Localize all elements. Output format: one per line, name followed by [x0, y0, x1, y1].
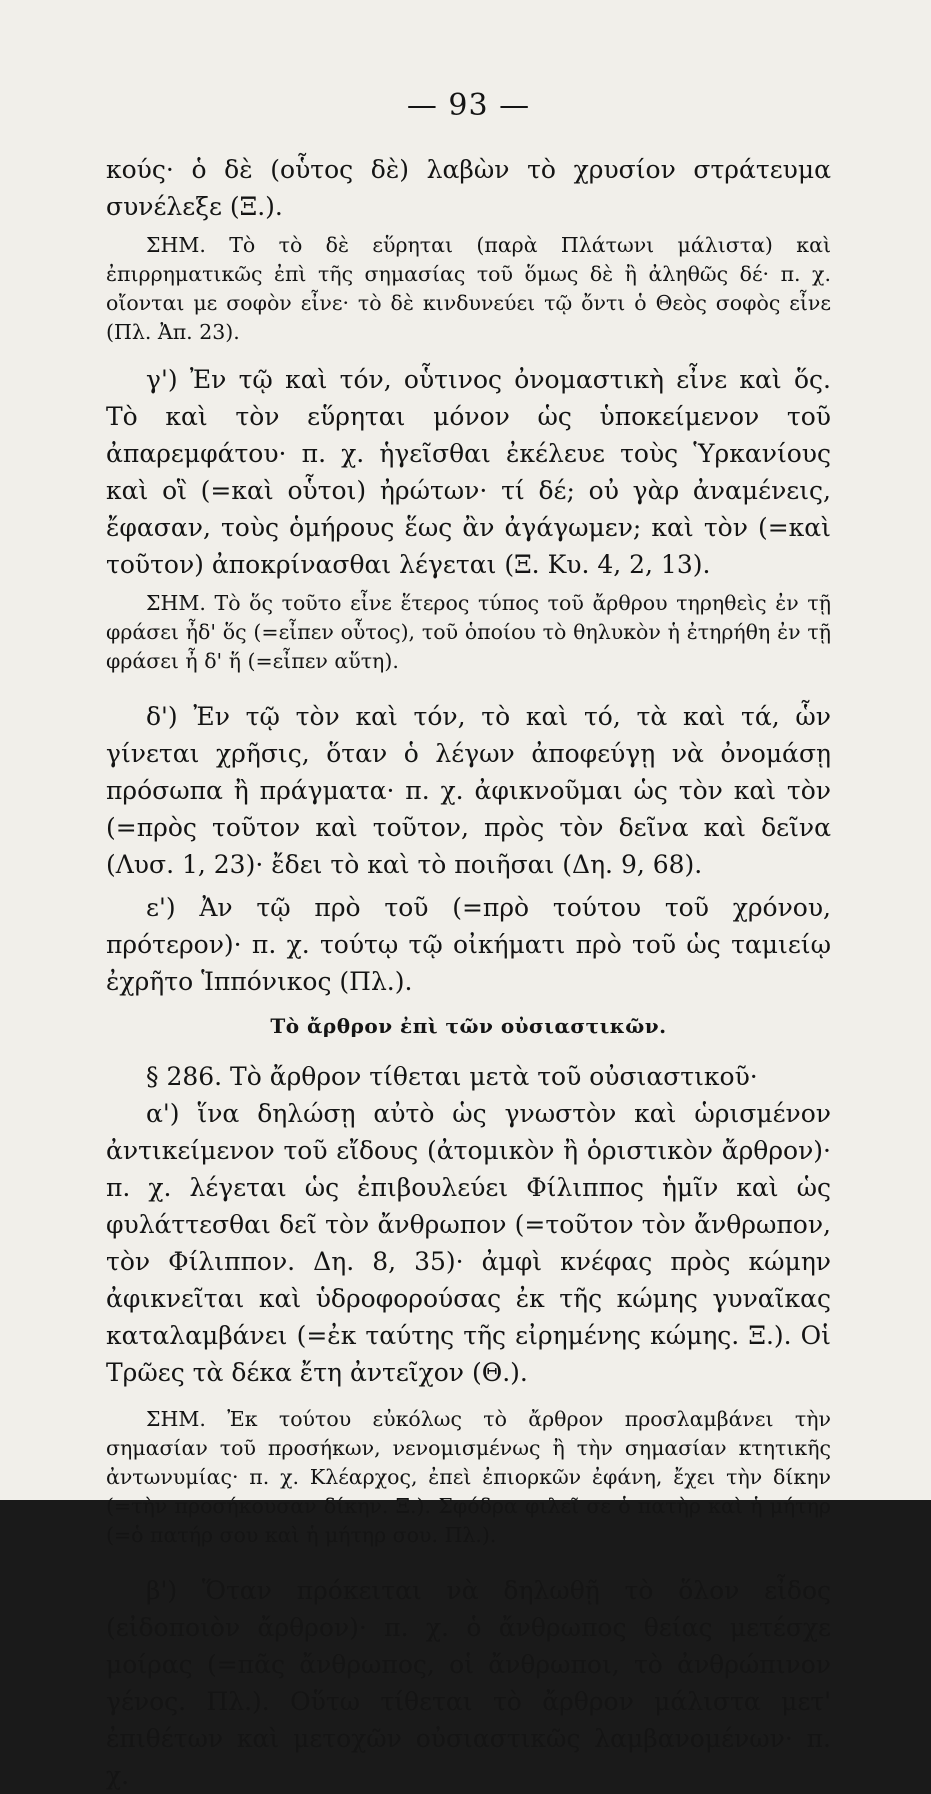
paragraph-gamma: γ') Ἐν τῷ καὶ τόν, οὗτινος ὀνομαστικὴ εἶνε καὶ ὅς. Τὸ καὶ τὸν εὕρηται μόνον ὡς ὑποκείμενον τοῦ ἀπαρεμφάτου· π. χ. ἡγεῖσθαι ἐκέλευε τοὺς Ὑρκανίους καὶ οἳ (=καὶ οὗτοι) ἠρώτων· τί δέ; οὐ γὰρ ἀναμένεις, ἔφασαν, τοὺς ὁμήρους ἕως ἂν ἀγάγωμεν; καὶ τὸν (=καὶ τοῦτον) ἀποκρίνασθαι λέγεται (Ξ. Κυ. 4, 2, 13).	[106, 365, 831, 579]
paragraph-beta: β') Ὅταν πρόκειται νὰ δηλωθῇ τὸ ὅλον εἶδος (εἰδοποιὸν ἄρθρον)· π. χ. ὁ ἄνθρωπος θείας μετέσχε μοίρας (=πᾶς ἄνθρωπος, οἱ ἄνθρωποι, τὸ ἀνθρώπινον γένος. Πλ.). Οὕτω τίθεται τὸ ἄρθρον μάλιστα μετ' ἐπιθέτων καὶ μετοχῶν οὐσιαστικῶς λαμβανομένων· π. χ.	[106, 1576, 831, 1790]
note-2: ΣΗΜ. Τὸ ὅς τοῦτο εἶνε ἕτερος τύπος τοῦ ἄρθρου τηρηθεὶς ἐν τῇ φράσει ἦδ' ὅς (=εἶπεν οὗτος), τοῦ ὁποίου τὸ θηλυκὸν ἡ ἐτηρήθη ἐν τῇ φράσει ἦ δ' ἥ (=εἶπεν αὕτη).	[106, 591, 831, 673]
paragraph-continuation: κούς· ὁ δὲ (οὗτος δὲ) λαβὼν τὸ χρυσίον στράτευμα συνέλεξε (Ξ.).	[106, 155, 831, 221]
section-heading: Τὸ ἄρθρον ἐπὶ τῶν οὐσιαστικῶν.	[270, 1014, 667, 1038]
note-3: ΣΗΜ. Ἐκ τούτου εὐκόλως τὸ ἄρθρον προσλαμβάνει τὴν σημασίαν τοῦ προσήκων, νενομισμένως ἢ τὴν σημασίαν κτητικῆς ἀντωνυμίας· π. χ. Κλέαρχος, ἐπεὶ ἐπιορκῶν ἐφάνη, ἔχει τὴν δίκην (=τὴν προσήκουσαν δίκην. Ξ.). Σφόδρα φιλεῖ σε ὁ πατὴρ καὶ ἡ μήτηρ (=ὁ πατήρ σου καὶ ἡ μήτηρ σου. Πλ.).	[106, 1407, 831, 1547]
paragraph-alpha: α') ἵνα δηλώσῃ αὐτὸ ὡς γνωστὸν καὶ ὡρισμένον ἀντικείμενον τοῦ εἴδους (ἀτομικὸν ἢ ὁριστικὸν ἄρθρον)· π. χ. λέγεται ὡς ἐπιβουλεύει Φίλιππος ἡμῖν καὶ ὡς φυλάττεσθαι δεῖ τὸν ἄνθρωπον (=τοῦτον τὸν ἄνθρωπον, τὸν Φίλιππον. Δη. 8, 35)· ἀμφὶ κνέφας πρὸς κώμην ἀφικνεῖται καὶ ὑδροφορούσας ἐκ τῆς κώμης γυναῖκας καταλαμβάνει (=ἐκ ταύτης τῆς εἰρημένης κώμης. Ξ.). Οἱ Τρῶες τὰ δέκα ἔτη ἀντεῖχον (Θ.).	[106, 1099, 831, 1387]
note-1: ΣΗΜ. Τὸ τὸ δὲ εὕρηται (παρὰ Πλάτωνι μάλιστα) καὶ ἐπιρρηματικῶς ἐπὶ τῆς σημασίας τοῦ ὅμως δὲ ἢ ἀληθῶς δέ· π. χ. οἴονται με σοφὸν εἶνε· τὸ δὲ κινδυνεύει τῷ ὄντι ὁ Θεὸς σοφὸς εἶνε (Πλ. Ἀπ. 23).	[106, 233, 831, 344]
page-number: — 93 —	[406, 88, 531, 123]
section-286: § 286. Τὸ ἄρθρον τίθεται μετὰ τοῦ οὐσιαστικοῦ·	[146, 1062, 758, 1091]
paragraph-epsilon: ε') Ἀν τῷ πρὸ τοῦ (=πρὸ τούτου τοῦ χρόνου, πρότερον)· π. χ. τούτῳ τῷ οἰκήματι πρὸ τοῦ ὡς ταμιείῳ ἐχρῆτο Ἱππόνικος (Πλ.).	[106, 893, 831, 996]
paragraph-delta: δ') Ἐν τῷ τὸν καὶ τόν, τὸ καὶ τό, τὰ καὶ τά, ὧν γίνεται χρῆσις, ὅταν ὁ λέγων ἀποφεύγῃ νὰ ὀνομάσῃ πρόσωπα ἢ πράγματα· π. χ. ἀφικνοῦμαι ὡς τὸν καὶ τὸν (=πρὸς τοῦτον καὶ τοῦτον, πρὸς τὸν δεῖνα καὶ δεῖνα (Λυσ. 1, 23)· ἔδει τὸ καὶ τὸ ποιῆσαι (Δη. 9, 68).	[106, 702, 831, 879]
